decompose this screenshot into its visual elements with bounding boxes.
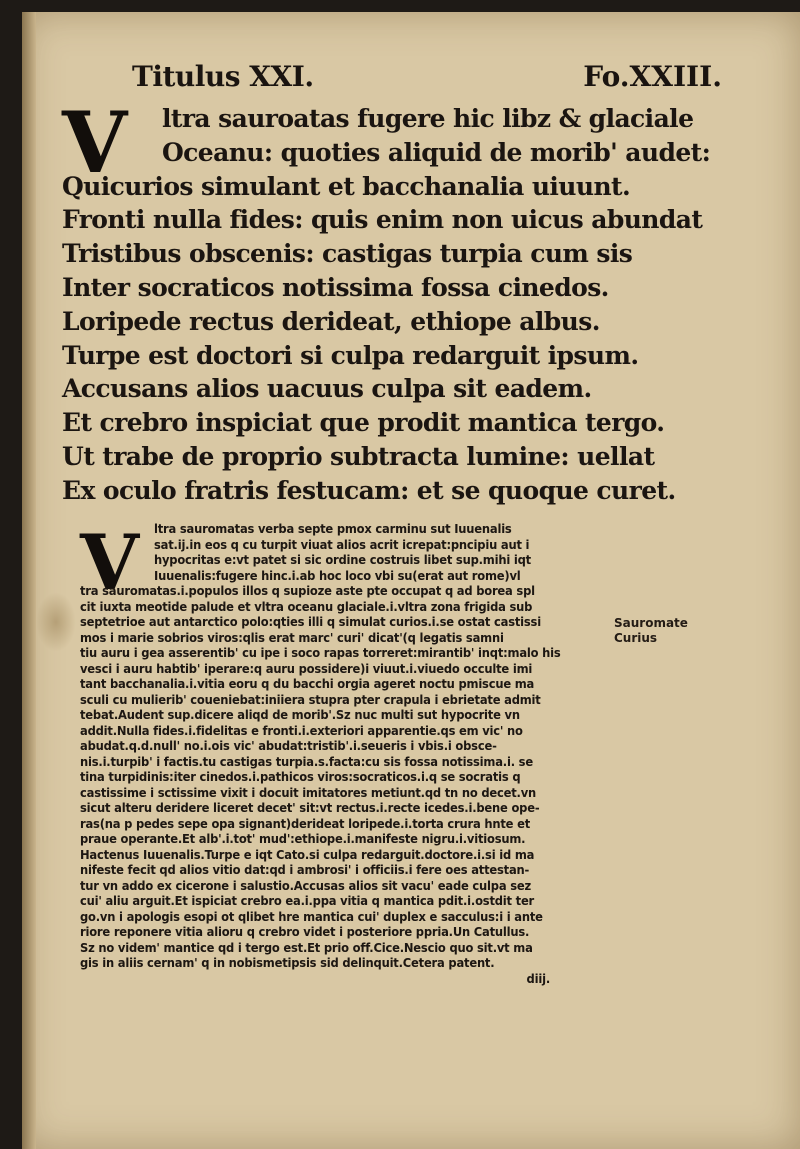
- commentary-line: tina turpidinis:iter cinedos.i.pathicos viros:socraticos.i.q se socratis q: [80, 770, 521, 785]
- commentary-block: [80, 518, 620, 987]
- commentary-line: abudat.q.d.null' no.i.ois vic' abudat:tristib'.i.seueris i vbis.i obsce-: [80, 739, 497, 754]
- commentary-line: sculi cu mulierib' coueniebat:iniiera stupra pter crapula i ebrietate admit: [80, 692, 541, 708]
- folio-number: Fo.XXIII.: [583, 60, 722, 93]
- verse-line: Loripede rectus derideat, ethiope albus.: [62, 306, 600, 336]
- verse-line: Inter socraticos notissima fossa cinedos.: [62, 272, 609, 302]
- verse-drop-initial: V: [62, 93, 128, 192]
- commentary-line: nifeste fecit qd alios vitio dat:qd i ambrosi' i officiis.i fere oes attestan-: [80, 863, 530, 878]
- verse-line: Tristibus obscenis: castigas turpia cum sis: [62, 239, 633, 269]
- commentary-drop-initial: V: [80, 518, 139, 607]
- commentary-line: septetrioe aut antarctico polo:qties illi q simulat curios.i.se ostat castissi: [80, 615, 541, 630]
- commentary-line: nis.i.turpib' i factis.tu castigas turpia.s.facta:cu sis fossa notissima.i. se: [80, 754, 533, 770]
- paper-stain: [36, 592, 76, 652]
- verse-line: Ex oculo fratris festucam: et se quoque curet.: [62, 475, 676, 505]
- commentary-line: addit.Nulla fides.i.fidelitas e fronti.i.exteriori apparentie.qs em vic' no: [80, 723, 523, 739]
- margin-note: Sauromate: [614, 616, 688, 630]
- commentary-line: riore reponere vitia alioru q crebro videt i posteriore ppria.Un Catullus.: [80, 925, 530, 940]
- running-title: Titulus XXI.: [132, 60, 314, 93]
- page-gutter-edge: [22, 12, 36, 1149]
- commentary-line: hypocritas e:vt patet si sic ordine costruis libet sup.mihi iqt: [154, 553, 531, 568]
- verse-line: Accusans alios uacuus culpa sit eadem.: [62, 374, 592, 404]
- commentary-line: go.vn i apologis esopi ot qlibet hre mantica cui' duplex e sacculus:i i ante: [80, 909, 543, 925]
- verse-line: Turpe est doctori si culpa redarguit ipsum.: [62, 340, 639, 370]
- commentary-line: tur vn addo ex cicerone i salustio.Accusas alios sit vacu' eade culpa sez: [80, 878, 531, 894]
- commentary-line: praue operante.Et alb'.i.tot' mud':ethiope.i.manifeste nigru.i.vitiosum.: [80, 832, 526, 847]
- commentary-line: tant bacchanalia.i.vitia eoru q du bacchi orgia ageret noctu pmiscue ma: [80, 677, 535, 692]
- verse-line: Oceanu: quoties aliquid de morib' audet:: [162, 137, 711, 167]
- commentary-line: Iuuenalis:fugere hinc.i.ab hoc loco vbi su(erat aut rome)vl: [154, 568, 521, 584]
- verse-line: Ut trabe de proprio subtracta lumine: uellat: [62, 441, 655, 471]
- page-header: [132, 60, 722, 100]
- commentary-line: mos i marie sobrios viros:qlis erat marc' curi' dicat'(q legatis samni: [80, 630, 504, 646]
- commentary-line: Sz no videm' mantice qd i tergo est.Et prio off.Cice.Nescio quo sit.vt ma: [80, 940, 533, 956]
- verse-line: Et crebro inspiciat que prodit mantica tergo.: [62, 408, 665, 438]
- verse-line: ltra sauroatas fugere hic libz & glaciale: [162, 104, 694, 133]
- commentary-line: vesci i auru habtib' iperare:q auru possidere)i viuut.i.viuedo occulte imi: [80, 661, 533, 677]
- verse-line: Quicurios simulant et bacchanalia uiuunt.: [62, 171, 631, 201]
- commentary-line: ras(na p pedes sepe opa signant)derideat loripede.i.torta crura hnte et: [80, 816, 530, 832]
- margin-notes: [614, 616, 734, 646]
- commentary-line: cui' aliu arguit.Et ispiciat crebro ea.i.ppa vitia q mantica pdit.i.ostdit ter: [80, 894, 535, 909]
- commentary-line: castissime i sctissime vixit i docuit imitatores metiunt.qd tn no decet.vn: [80, 785, 537, 801]
- commentary-line: sicut alteru deridere liceret decet' sit:vt rectus.i.recte icedes.i.bene ope-: [80, 801, 540, 816]
- commentary-line: tra sauromatas.i.populos illos q supioze aste pte occupat q ad borea spl: [80, 584, 535, 599]
- commentary-line: sat.ij.in eos q cu turpit viuat alios acrit icrepat:pncipiu aut i: [154, 537, 530, 553]
- signature-mark: diij.: [526, 971, 550, 987]
- commentary-line: ltra sauromatas verba septe pmox carminu sut Iuuenalis: [154, 522, 512, 537]
- verse-block: [62, 93, 711, 508]
- commentary-line: gis in aliis cernam' q in nobismetipsis sid delinquit.Cetera patent.: [80, 956, 495, 971]
- commentary-line: cit iuxta meotide palude et vltra oceanu glaciale.i.vltra zona frigida sub: [80, 599, 533, 615]
- commentary-line: Hactenus Iuuenalis.Turpe e iqt Cato.si culpa redarguit.doctore.i.si id ma: [80, 847, 535, 863]
- commentary-line: tiu auru i gea asserentib' cu ipe i soco rapas torreret:mirantib' inqt:malo his: [80, 646, 561, 661]
- page: [22, 12, 800, 1149]
- verse-line: Fronti nulla fides: quis enim non uicus abundat: [62, 205, 703, 235]
- margin-note: Curius: [614, 631, 658, 645]
- commentary-line: tebat.Audent sup.dicere aliqd de morib'.Sz nuc multi sut hypocrite vn: [80, 708, 520, 723]
